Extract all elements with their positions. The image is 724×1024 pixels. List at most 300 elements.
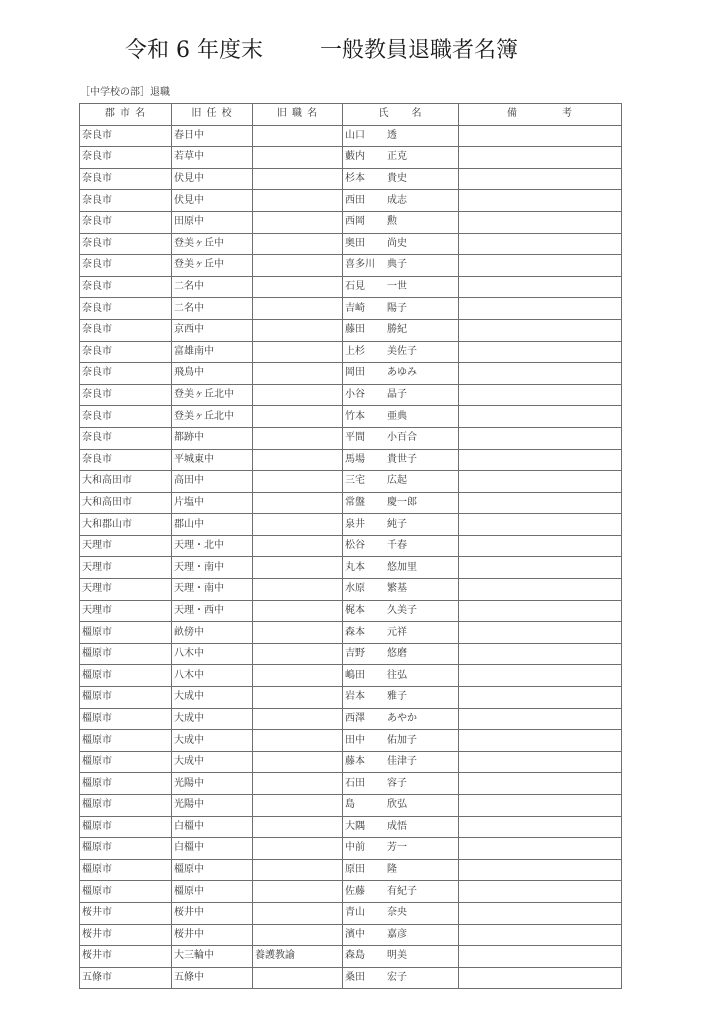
surname: 嶋田 [345, 669, 365, 681]
header-city: 郡 市 名 [80, 104, 172, 126]
cell-city: 天理市 [80, 600, 172, 622]
cell-school: 京西中 [172, 319, 253, 341]
cell-school: 八木中 [172, 643, 253, 665]
cell-city: 奈良市 [80, 190, 172, 212]
surname: 竹本 [345, 410, 365, 422]
cell-name [343, 687, 459, 709]
cell-name [343, 363, 459, 385]
surname: 吉崎 [345, 302, 365, 314]
given-name: 元祥 [387, 626, 407, 638]
surname: 杉本 [345, 173, 365, 185]
given-name: 悠磨 [387, 648, 407, 660]
surname: 馬場 [345, 453, 365, 465]
table-row [80, 600, 622, 622]
table-row [80, 449, 622, 471]
cell-note [459, 147, 622, 169]
cell-school: 八木中 [172, 665, 253, 687]
table-row [80, 535, 622, 557]
cell-school: 登美ヶ丘中 [172, 255, 253, 277]
cell-note [459, 276, 622, 298]
surname: 岩本 [345, 691, 365, 703]
surname: 原田 [345, 864, 365, 876]
cell-name [343, 535, 459, 557]
given-name: 繁基 [387, 583, 407, 595]
cell-name [343, 147, 459, 169]
cell-school: 大成中 [172, 708, 253, 730]
cell-post [253, 751, 343, 773]
header-post: 旧 職 名 [253, 104, 343, 126]
cell-school: 都跡中 [172, 427, 253, 449]
table-row [80, 319, 622, 341]
table-row [80, 730, 622, 752]
cell-note [459, 751, 622, 773]
cell-note [459, 298, 622, 320]
cell-note [459, 730, 622, 752]
cell-note [459, 600, 622, 622]
given-name: 亜典 [387, 410, 407, 422]
cell-school: 天理・北中 [172, 535, 253, 557]
cell-note [459, 319, 622, 341]
cell-note [459, 924, 622, 946]
table-row [80, 276, 622, 298]
cell-name [343, 492, 459, 514]
given-name: 陽子 [387, 302, 407, 314]
table-row [80, 967, 622, 989]
table-row [80, 643, 622, 665]
cell-name [343, 708, 459, 730]
table-row [80, 622, 622, 644]
cell-city: 天理市 [80, 557, 172, 579]
cell-school: 大成中 [172, 687, 253, 709]
cell-school: 光陽中 [172, 795, 253, 817]
cell-city: 奈良市 [80, 255, 172, 277]
cell-name [343, 298, 459, 320]
cell-name [343, 751, 459, 773]
cell-note [459, 125, 622, 147]
cell-name [343, 319, 459, 341]
cell-school: 大成中 [172, 751, 253, 773]
table-row [80, 255, 622, 277]
cell-school: 伏見中 [172, 168, 253, 190]
cell-school: 大成中 [172, 730, 253, 752]
cell-post [253, 363, 343, 385]
cell-post [253, 449, 343, 471]
cell-note [459, 579, 622, 601]
table-row [80, 298, 622, 320]
cell-post [253, 190, 343, 212]
given-name: 勲 [387, 216, 397, 228]
cell-post [253, 168, 343, 190]
surname: 松谷 [345, 540, 365, 552]
surname: 藪内 [345, 151, 365, 163]
given-name: 一世 [387, 281, 407, 293]
table-row [80, 859, 622, 881]
surname: 喜多川 [345, 259, 375, 271]
cell-school: 大三輪中 [172, 946, 253, 968]
cell-post [253, 881, 343, 903]
cell-school: 伏見中 [172, 190, 253, 212]
cell-city: 奈良市 [80, 276, 172, 298]
retiree-table [79, 103, 622, 989]
cell-city: 橿原市 [80, 816, 172, 838]
cell-note [459, 363, 622, 385]
cell-school: 平城東中 [172, 449, 253, 471]
cell-city: 奈良市 [80, 168, 172, 190]
cell-school: 登美ヶ丘北中 [172, 384, 253, 406]
cell-city: 橿原市 [80, 881, 172, 903]
cell-school: 若草中 [172, 147, 253, 169]
cell-post [253, 838, 343, 860]
table-body [80, 125, 622, 989]
cell-post [253, 967, 343, 989]
cell-city: 大和郡山市 [80, 514, 172, 536]
given-name: 成悟 [387, 820, 407, 832]
cell-post [253, 471, 343, 493]
given-name: 純子 [387, 518, 407, 530]
cell-school: 橿原中 [172, 859, 253, 881]
section-label: ［中学校の部］退職 [80, 87, 170, 98]
header-note: 備 考 [459, 104, 622, 126]
header-school: 旧 任 校 [172, 104, 253, 126]
given-name: 欣弘 [387, 799, 407, 811]
surname: 西田 [345, 194, 365, 206]
cell-name [343, 795, 459, 817]
cell-city: 大和高田市 [80, 471, 172, 493]
surname: 山口 [345, 129, 365, 141]
cell-school: 天理・西中 [172, 600, 253, 622]
cell-school: 春日中 [172, 125, 253, 147]
cell-post [253, 514, 343, 536]
cell-post: 養護教諭 [253, 946, 343, 968]
table-row [80, 924, 622, 946]
cell-city: 橿原市 [80, 795, 172, 817]
cell-note [459, 795, 622, 817]
cell-city: 大和高田市 [80, 492, 172, 514]
cell-note [459, 471, 622, 493]
cell-school: 飛鳥中 [172, 363, 253, 385]
cell-school: 片塩中 [172, 492, 253, 514]
cell-name [343, 255, 459, 277]
surname: 三宅 [345, 475, 365, 487]
cell-post [253, 255, 343, 277]
cell-note [459, 255, 622, 277]
given-name: 佑加子 [387, 734, 417, 746]
cell-city: 橿原市 [80, 708, 172, 730]
cell-note [459, 384, 622, 406]
cell-school: 高田中 [172, 471, 253, 493]
cell-post [253, 233, 343, 255]
cell-city: 奈良市 [80, 319, 172, 341]
cell-school: 五條中 [172, 967, 253, 989]
cell-note [459, 514, 622, 536]
cell-name [343, 427, 459, 449]
cell-city: 橿原市 [80, 665, 172, 687]
cell-post [253, 341, 343, 363]
table-row [80, 557, 622, 579]
surname: 藤本 [345, 756, 365, 768]
surname: 西岡 [345, 216, 365, 228]
surname: 石田 [345, 777, 365, 789]
given-name: あゆみ [387, 367, 417, 379]
cell-note [459, 406, 622, 428]
cell-note [459, 881, 622, 903]
cell-city: 奈良市 [80, 147, 172, 169]
cell-city: 奈良市 [80, 211, 172, 233]
cell-note [459, 341, 622, 363]
table-row [80, 125, 622, 147]
given-name: 晶子 [387, 389, 407, 401]
cell-post [253, 319, 343, 341]
cell-name [343, 579, 459, 601]
cell-name [343, 449, 459, 471]
surname: 中前 [345, 842, 365, 854]
surname: 平間 [345, 432, 365, 444]
cell-city: 奈良市 [80, 341, 172, 363]
cell-post [253, 902, 343, 924]
cell-post [253, 557, 343, 579]
cell-school: 登美ヶ丘北中 [172, 406, 253, 428]
table-row [80, 341, 622, 363]
cell-name [343, 406, 459, 428]
cell-school: 郡山中 [172, 514, 253, 536]
table-row [80, 211, 622, 233]
surname: 水原 [345, 583, 365, 595]
surname: 大隅 [345, 820, 365, 832]
cell-city: 桜井市 [80, 924, 172, 946]
cell-note [459, 233, 622, 255]
table-row [80, 190, 622, 212]
cell-note [459, 557, 622, 579]
table-row [80, 838, 622, 860]
table-row [80, 579, 622, 601]
cell-school: 富雄南中 [172, 341, 253, 363]
surname: 濱中 [345, 928, 365, 940]
table-row [80, 514, 622, 536]
cell-post [253, 816, 343, 838]
surname: 丸本 [345, 561, 365, 573]
cell-note [459, 535, 622, 557]
cell-school: 天理・南中 [172, 557, 253, 579]
cell-city: 五條市 [80, 967, 172, 989]
given-name: 広起 [387, 475, 407, 487]
cell-name [343, 514, 459, 536]
cell-note [459, 168, 622, 190]
cell-name [343, 471, 459, 493]
given-name: あやか [387, 712, 417, 724]
cell-name [343, 622, 459, 644]
cell-note [459, 190, 622, 212]
surname: 岡田 [345, 367, 365, 379]
table-row [80, 881, 622, 903]
cell-city: 奈良市 [80, 427, 172, 449]
surname: 桑田 [345, 972, 365, 984]
cell-school: 白橿中 [172, 816, 253, 838]
given-name: 久美子 [387, 604, 417, 616]
cell-city: 奈良市 [80, 406, 172, 428]
cell-post [253, 147, 343, 169]
cell-city: 奈良市 [80, 449, 172, 471]
cell-name [343, 902, 459, 924]
given-name: 雅子 [387, 691, 407, 703]
cell-city: 奈良市 [80, 298, 172, 320]
surname: 西澤 [345, 712, 365, 724]
cell-name [343, 233, 459, 255]
cell-post [253, 535, 343, 557]
cell-post [253, 276, 343, 298]
cell-post [253, 579, 343, 601]
cell-school: 登美ヶ丘中 [172, 233, 253, 255]
cell-city: 奈良市 [80, 125, 172, 147]
given-name: 隆 [387, 864, 397, 876]
cell-note [459, 211, 622, 233]
given-name: 明美 [387, 950, 407, 962]
cell-city: 橿原市 [80, 622, 172, 644]
cell-city: 橿原市 [80, 643, 172, 665]
surname: 上杉 [345, 345, 365, 357]
cell-school: 光陽中 [172, 773, 253, 795]
cell-school: 二名中 [172, 276, 253, 298]
cell-name [343, 838, 459, 860]
cell-note [459, 902, 622, 924]
given-name: 悠加里 [387, 561, 417, 573]
given-name: 慶一郎 [387, 496, 417, 508]
table-row [80, 795, 622, 817]
cell-post [253, 773, 343, 795]
table-row [80, 384, 622, 406]
cell-name [343, 557, 459, 579]
cell-note [459, 773, 622, 795]
given-name: 成志 [387, 194, 407, 206]
table-row [80, 946, 622, 968]
surname: 青山 [345, 907, 365, 919]
given-name: 千春 [387, 540, 407, 552]
cell-note [459, 492, 622, 514]
cell-note [459, 687, 622, 709]
cell-name [343, 924, 459, 946]
table-row [80, 427, 622, 449]
cell-name [343, 168, 459, 190]
cell-city: 奈良市 [80, 363, 172, 385]
cell-name [343, 190, 459, 212]
cell-name [343, 967, 459, 989]
cell-post [253, 492, 343, 514]
given-name: 美佐子 [387, 345, 417, 357]
surname: 佐藤 [345, 885, 365, 897]
cell-city: 奈良市 [80, 233, 172, 255]
table-row [80, 902, 622, 924]
cell-note [459, 665, 622, 687]
given-name: 小百合 [387, 432, 417, 444]
surname: 石見 [345, 281, 365, 293]
cell-post [253, 406, 343, 428]
cell-school: 桜井中 [172, 924, 253, 946]
surname: 常盤 [345, 496, 365, 508]
cell-school: 橿原中 [172, 881, 253, 903]
table-row [80, 168, 622, 190]
header-name: 氏 名 [343, 104, 459, 126]
table-row [80, 363, 622, 385]
cell-post [253, 427, 343, 449]
given-name: 透 [387, 129, 397, 141]
cell-post [253, 665, 343, 687]
cell-note [459, 816, 622, 838]
cell-name [343, 125, 459, 147]
given-name: 奈央 [387, 907, 407, 919]
cell-school: 二名中 [172, 298, 253, 320]
cell-post [253, 859, 343, 881]
title-era: 令和 6 年度末 [125, 38, 263, 63]
cell-name [343, 276, 459, 298]
given-name: 勝紀 [387, 324, 407, 336]
cell-city: 奈良市 [80, 384, 172, 406]
given-name: 宏子 [387, 972, 407, 984]
table-row [80, 471, 622, 493]
given-name: 正克 [387, 151, 407, 163]
cell-name [343, 816, 459, 838]
table-row [80, 147, 622, 169]
cell-note [459, 622, 622, 644]
table-row [80, 816, 622, 838]
cell-city: 橿原市 [80, 730, 172, 752]
cell-city: 橿原市 [80, 838, 172, 860]
cell-note [459, 838, 622, 860]
document-title [0, 36, 724, 68]
cell-post [253, 298, 343, 320]
table-row [80, 687, 622, 709]
cell-name [343, 859, 459, 881]
given-name: 往弘 [387, 669, 407, 681]
surname: 森本 [345, 626, 365, 638]
cell-city: 天理市 [80, 579, 172, 601]
cell-city: 桜井市 [80, 902, 172, 924]
cell-school: 田原中 [172, 211, 253, 233]
cell-name [343, 341, 459, 363]
table-row [80, 708, 622, 730]
given-name: 尚史 [387, 237, 407, 249]
cell-note [459, 967, 622, 989]
cell-note [459, 708, 622, 730]
surname: 小谷 [345, 389, 365, 401]
given-name: 有紀子 [387, 885, 417, 897]
surname: 藤田 [345, 324, 365, 336]
cell-name [343, 600, 459, 622]
table-header-row [80, 104, 622, 126]
surname: 梶本 [345, 604, 365, 616]
cell-post [253, 687, 343, 709]
cell-note [459, 449, 622, 471]
cell-note [459, 859, 622, 881]
cell-name [343, 946, 459, 968]
cell-post [253, 643, 343, 665]
given-name: 容子 [387, 777, 407, 789]
cell-name [343, 665, 459, 687]
cell-name [343, 881, 459, 903]
cell-name [343, 643, 459, 665]
cell-name [343, 773, 459, 795]
cell-post [253, 211, 343, 233]
cell-name [343, 384, 459, 406]
cell-school: 白橿中 [172, 838, 253, 860]
cell-post [253, 795, 343, 817]
cell-post [253, 708, 343, 730]
cell-note [459, 427, 622, 449]
given-name: 貴世子 [387, 453, 417, 465]
cell-city: 天理市 [80, 535, 172, 557]
table-row [80, 665, 622, 687]
table-row [80, 406, 622, 428]
cell-school: 桜井中 [172, 902, 253, 924]
given-name: 芳一 [387, 842, 407, 854]
